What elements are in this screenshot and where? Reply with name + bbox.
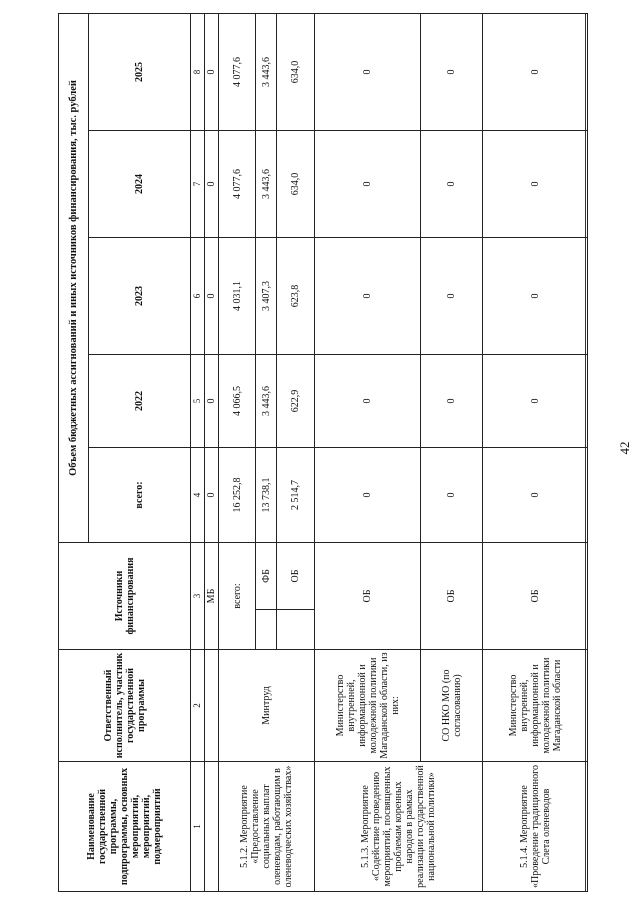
header-name: Наименование государственной программы, подпрограммы, основных мероприятий, мероприятий, подмероприятий xyxy=(59,762,191,892)
value-cell: 13 738,1 xyxy=(256,447,277,542)
value-cell: 0 xyxy=(315,237,421,354)
source-cell: ОБ xyxy=(483,542,588,649)
col-number: 2 xyxy=(191,650,205,762)
value-cell: 0 xyxy=(421,13,483,130)
row-name: 5.1.3. Мероприятие «Содействие проведению мероприятий, посвященных проблемам коренных народов в рамках реализации государственной национальной политики» xyxy=(315,762,483,892)
value-cell: 0 xyxy=(205,13,219,130)
col-number: 4 xyxy=(191,447,205,542)
header-year-2025: 2025 xyxy=(89,13,191,130)
table-row xyxy=(421,13,483,891)
rotated-table-wrapper xyxy=(58,14,585,892)
source-cell: ОБ xyxy=(277,542,315,609)
value-cell: 0 xyxy=(205,447,219,542)
source-cell: всего: xyxy=(219,542,256,649)
value-cell: 0 xyxy=(315,447,421,542)
value-cell: 0 xyxy=(205,130,219,237)
header-year-2024: 2024 xyxy=(89,130,191,237)
table-row xyxy=(483,13,588,891)
value-cell: 3 443,6 xyxy=(256,130,277,237)
col-number: 5 xyxy=(191,354,205,447)
header-year-2022: 2022 xyxy=(89,354,191,447)
value-cell: 2 514,7 xyxy=(277,447,315,542)
row-executor: Министерство внутренней, информационной и молодежной политики Магаданской области xyxy=(483,650,588,762)
value-cell: 622,9 xyxy=(277,354,315,447)
value-cell: 623,8 xyxy=(277,237,315,354)
value-cell: 0 xyxy=(483,237,588,354)
value-cell: 16 252,8 xyxy=(219,447,256,542)
table-row xyxy=(219,13,256,891)
header-volume: Объем бюджетных ассигнований и иных источников финансирования, тыс. рублей xyxy=(59,13,89,542)
col-number-row xyxy=(191,13,205,891)
value-cell: 634,0 xyxy=(277,130,315,237)
row-name: 5.1.2. Мероприятие «Предоставление социальных выплат оленеводам, работающим в оленеводческих хозяйствах» xyxy=(219,762,315,892)
value-cell: 4 077,6 xyxy=(219,13,256,130)
header-total: всего: xyxy=(89,447,191,542)
col-number: 1 xyxy=(191,762,205,892)
col-number: 6 xyxy=(191,237,205,354)
value-cell: 0 xyxy=(483,130,588,237)
row-executor: Минтруд xyxy=(219,650,315,762)
page-number: 42 xyxy=(617,441,632,455)
value-cell: 0 xyxy=(483,13,588,130)
table-row xyxy=(315,13,421,891)
source-cell: ОБ xyxy=(421,542,483,649)
value-cell: 4 031,1 xyxy=(219,237,256,354)
value-cell: 3 443,6 xyxy=(256,354,277,447)
source-cell: ФБ xyxy=(256,542,277,609)
header-year-2023: 2023 xyxy=(89,237,191,354)
value-cell: 0 xyxy=(421,130,483,237)
value-cell: 0 xyxy=(421,237,483,354)
header-sources: Источники финансирования xyxy=(59,542,191,649)
value-cell: 4 077,6 xyxy=(219,130,256,237)
header-executor: Ответственный исполнитель, участник государственной программы xyxy=(59,650,191,762)
table-row xyxy=(205,13,219,891)
row-executor: СО НКО МО (по согласованию) xyxy=(421,650,483,762)
source-cell: ОБ xyxy=(315,542,421,649)
source-cell: МБ xyxy=(205,542,219,649)
col-number: 3 xyxy=(191,542,205,649)
value-cell: 0 xyxy=(483,447,588,542)
value-cell: 0 xyxy=(421,447,483,542)
value-cell: 3 407,3 xyxy=(256,237,277,354)
value-cell: 0 xyxy=(315,13,421,130)
value-cell: 0 xyxy=(483,354,588,447)
value-cell: 0 xyxy=(205,237,219,354)
value-cell: 0 xyxy=(315,130,421,237)
col-number: 8 xyxy=(191,13,205,130)
col-number: 7 xyxy=(191,130,205,237)
value-cell: 3 443,6 xyxy=(256,13,277,130)
row-executor: Министерство внутренней, информационной и молодежной политики Магаданской области, из них: xyxy=(315,650,421,762)
funding-table xyxy=(58,13,588,892)
value-cell: 0 xyxy=(205,354,219,447)
value-cell: 4 066,5 xyxy=(219,354,256,447)
value-cell: 634,0 xyxy=(277,13,315,130)
value-cell: 0 xyxy=(315,354,421,447)
row-name: 5.1.4. Мероприятие «Проведение традиционного Слета оленеводов xyxy=(483,762,588,892)
value-cell: 0 xyxy=(421,354,483,447)
